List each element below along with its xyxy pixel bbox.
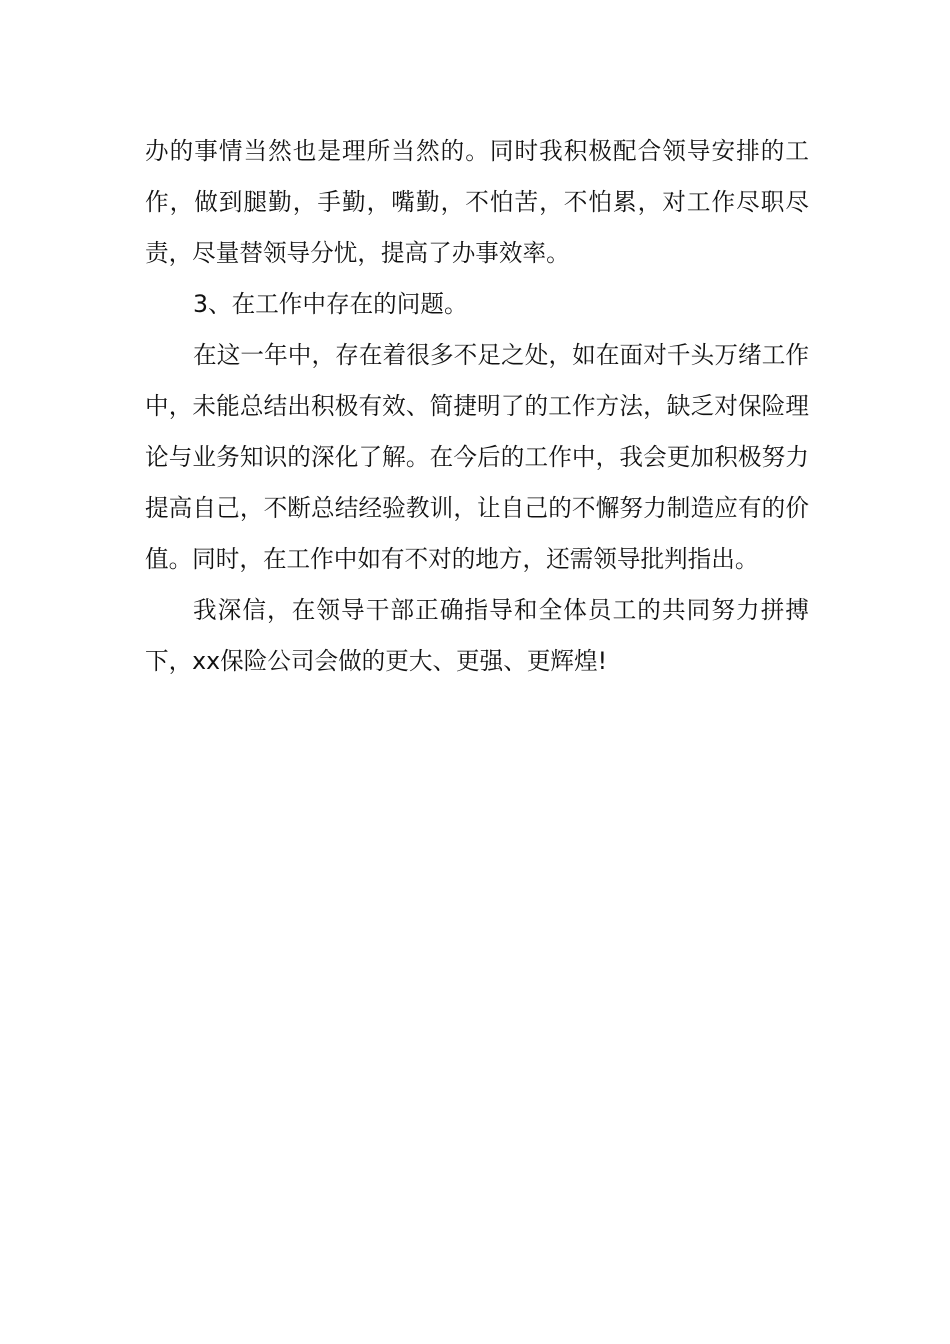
paragraph-shortcomings: 在这一年中，存在着很多不足之处，如在面对千头万绪工作中，未能总结出积极有效、简捷明了的工作方法，缺乏对保险理论与业务知识的深化了解。在今后的工作中，我会更加积极努力提高自己，不断总结经验教训，让自己的不懈努力制造应有的价值。同时，在工作中如有不对的地方，还需领导批判指出。 <box>145 341 809 573</box>
section-heading-problems: 3、在工作中存在的问题。 <box>193 290 468 318</box>
paragraph-continued-work-attitude: 办的事情当然也是理所当然的。同时我积极配合领导安排的工作，做到腿勤，手勤，嘴勤，不怕苦，不怕累，对工作尽职尽责，尽量替领导分忧，提高了办事效率。 <box>145 137 809 267</box>
document-body <box>145 126 809 687</box>
paragraph-closing-statement: 我深信，在领导干部正确指导和全体员工的共同努力拼搏下，xx保险公司会做的更大、更强、更辉煌! <box>145 596 809 675</box>
